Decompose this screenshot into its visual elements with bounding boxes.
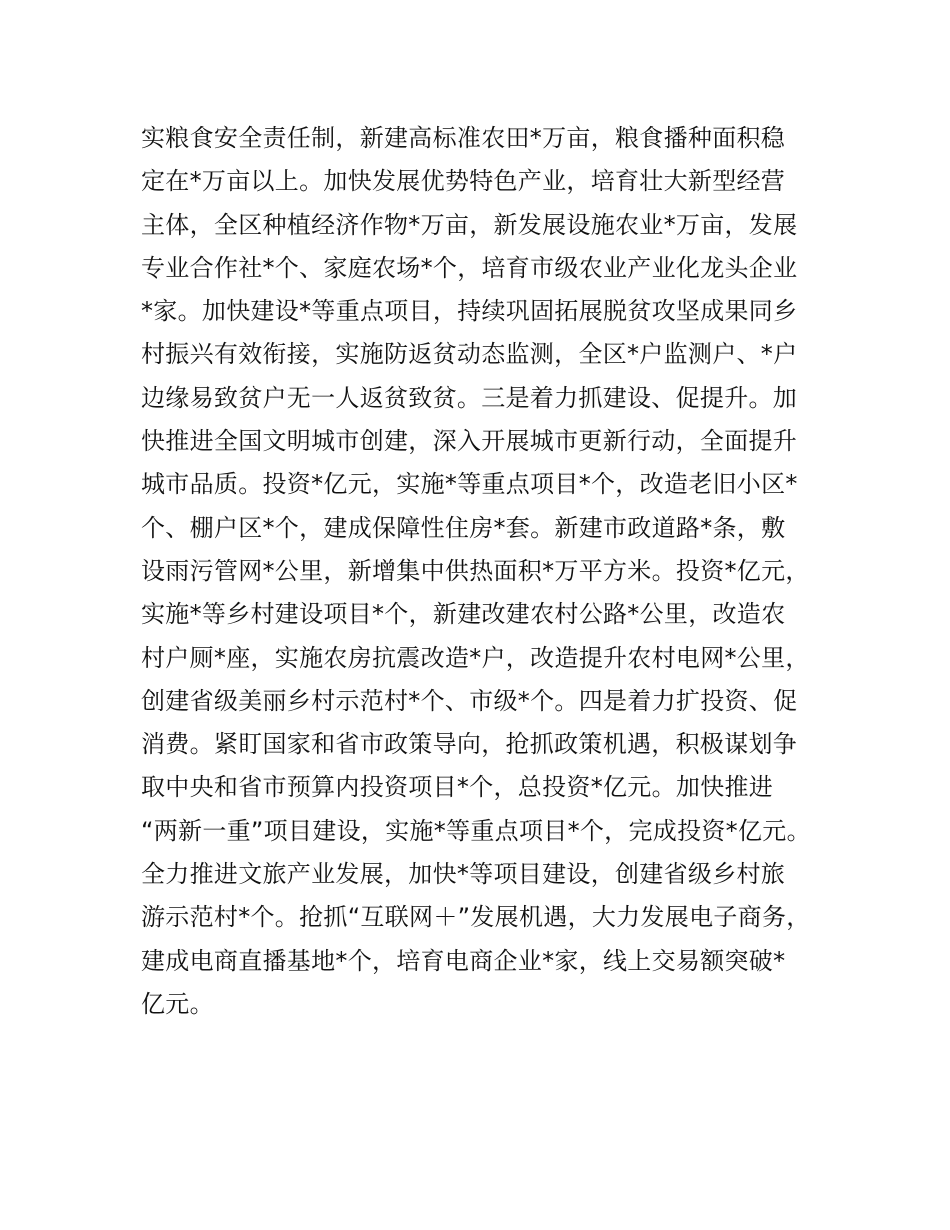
- paragraph-line: 游示范村*个。抢抓“互联网＋”发展机遇，大力发展电子商务，: [141, 903, 811, 932]
- paragraph-line: 实粮食安全责任制，新建高标准农田*万亩，粮食播种面积稳: [141, 124, 786, 152]
- paragraph-line: 城市品质。投资*亿元，实施*等重点项目*个，改造老旧小区*: [141, 470, 798, 499]
- paragraph-line: 村户厕*座，实施农房抗震改造*户，改造提升农村电网*公里，: [141, 643, 810, 672]
- paragraph-line: 村振兴有效衔接，实施防返贫动态监测，全区*户监测户、*户: [141, 340, 798, 369]
- paragraph-line: 亿元。: [141, 989, 214, 1018]
- body-paragraph: [141, 117, 841, 1026]
- paragraph-line: 创建省级美丽乡村示范村*个、市级*个。四是着力扩投资、促: [141, 686, 798, 715]
- paragraph-line: 个、棚户区*个，建成保障性住房*套。新建市政道路*条，敷: [141, 513, 786, 542]
- paragraph-line: 边缘易致贫户无一人返贫致贫。三是着力抓建设、促提升。加: [141, 383, 798, 412]
- paragraph-line: 设雨污管网*公里，新增集中供热面积*万平方米。投资*亿元，: [141, 556, 810, 585]
- paragraph-line: 建成电商直播基地*个，培育电商企业*家，线上交易额突破*: [141, 946, 786, 975]
- paragraph-line: 专业合作社*个、家庭农场*个，培育市级农业产业化龙头企业: [141, 253, 798, 282]
- paragraph-line: *家。加快建设*等重点项目，持续巩固拓展脱贫攻坚成果同乡: [141, 297, 798, 326]
- paragraph-line: 全力推进文旅产业发展，加快*等项目建设，创建省级乡村旅: [141, 860, 786, 889]
- paragraph-line: 主体，全区种植经济作物*万亩，新发展设施农业*万亩，发展: [141, 210, 798, 239]
- paragraph-line: 快推进全国文明城市创建，深入开展城市更新行动，全面提升: [141, 427, 798, 456]
- paragraph-line: “两新一重”项目建设，实施*等重点项目*个，完成投资*亿元。: [141, 816, 811, 845]
- paragraph-line: 定在*万亩以上。加快发展优势特色产业，培育壮大新型经营: [141, 167, 786, 196]
- paragraph-line: 取中央和省市预算内投资项目*个，总投资*亿元。加快推进: [141, 773, 774, 802]
- paragraph-line: 消费。紧盯国家和省市政策导向，抢抓政策机遇，积极谋划争: [141, 730, 798, 759]
- paragraph-line: 实施*等乡村建设项目*个，新建改建农村公路*公里，改造农: [141, 600, 786, 629]
